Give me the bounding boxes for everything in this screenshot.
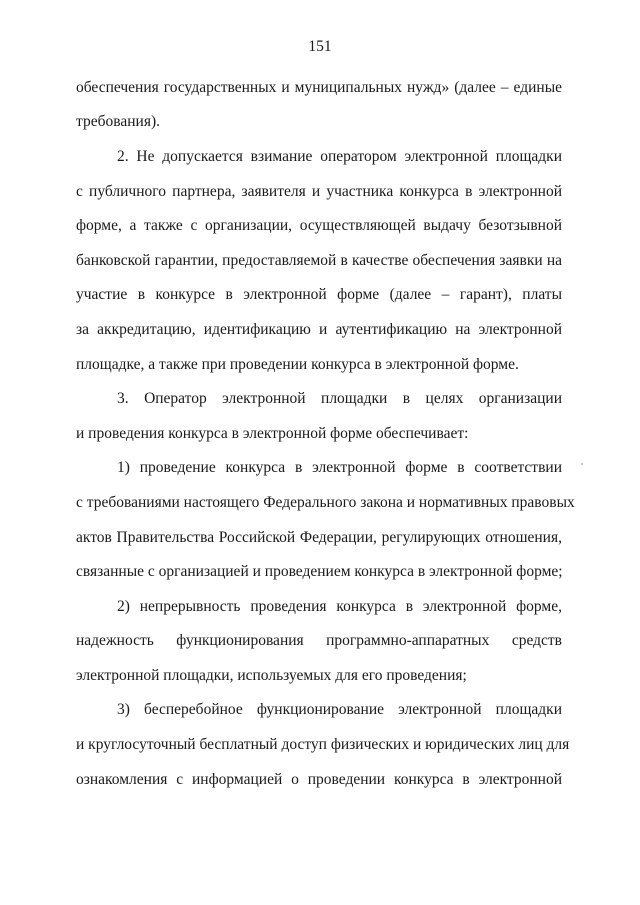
text-line: электронной площадки, используемых для его проведения; [76, 667, 467, 684]
text-line: и круглосуточный бесплатный доступ физических и юридических лиц для [76, 736, 570, 753]
text-line: и проведения конкурса в электронной форме обеспечивает: [76, 425, 469, 442]
text-line: требования). [76, 113, 160, 130]
text-line: 1) проведение конкурса в электронной форме в соответствии [117, 459, 562, 476]
scan-speck [581, 463, 583, 465]
text-line: надежность функционирования программно-аппаратных средств [76, 632, 562, 649]
text-line: 2. Не допускается взимание оператором электронной площадки [117, 148, 562, 165]
text-line: площадке, а также при проведении конкурса в электронной форме. [76, 356, 519, 373]
text-line: 2) непрерывность проведения конкурса в электронной форме, [117, 598, 562, 615]
page-number: 151 [308, 38, 332, 55]
text-line: с требованиями настоящего Федерального закона и нормативных правовых [76, 494, 575, 511]
text-line: 3) бесперебойное функционирование электронной площадки [117, 701, 562, 718]
text-line: участие в конкурсе в электронной форме (далее – гарант), платы [76, 286, 562, 303]
text-line: форме, а также с организации, осуществляющей выдачу безотзывной [76, 217, 562, 234]
text-line: с публичного партнера, заявителя и участника конкурса в электронной [76, 183, 562, 200]
text-line: связанные с организацией и проведением конкурса в электронной форме; [76, 563, 563, 580]
text-line: обеспечения государственных и муниципальных нужд» (далее – единые [76, 79, 562, 96]
text-line: банковской гарантии, предоставляемой в качестве обеспечения заявки на [76, 252, 562, 269]
text-line: за аккредитацию, идентификацию и аутентификацию на электронной [76, 321, 562, 338]
text-line: ознакомления с информацией о проведении конкурса в электронной [76, 771, 562, 788]
text-line: 3. Оператор электронной площадки в целях организации [117, 390, 562, 407]
text-line: актов Правительства Российской Федерации, регулирующих отношения, [76, 529, 562, 546]
